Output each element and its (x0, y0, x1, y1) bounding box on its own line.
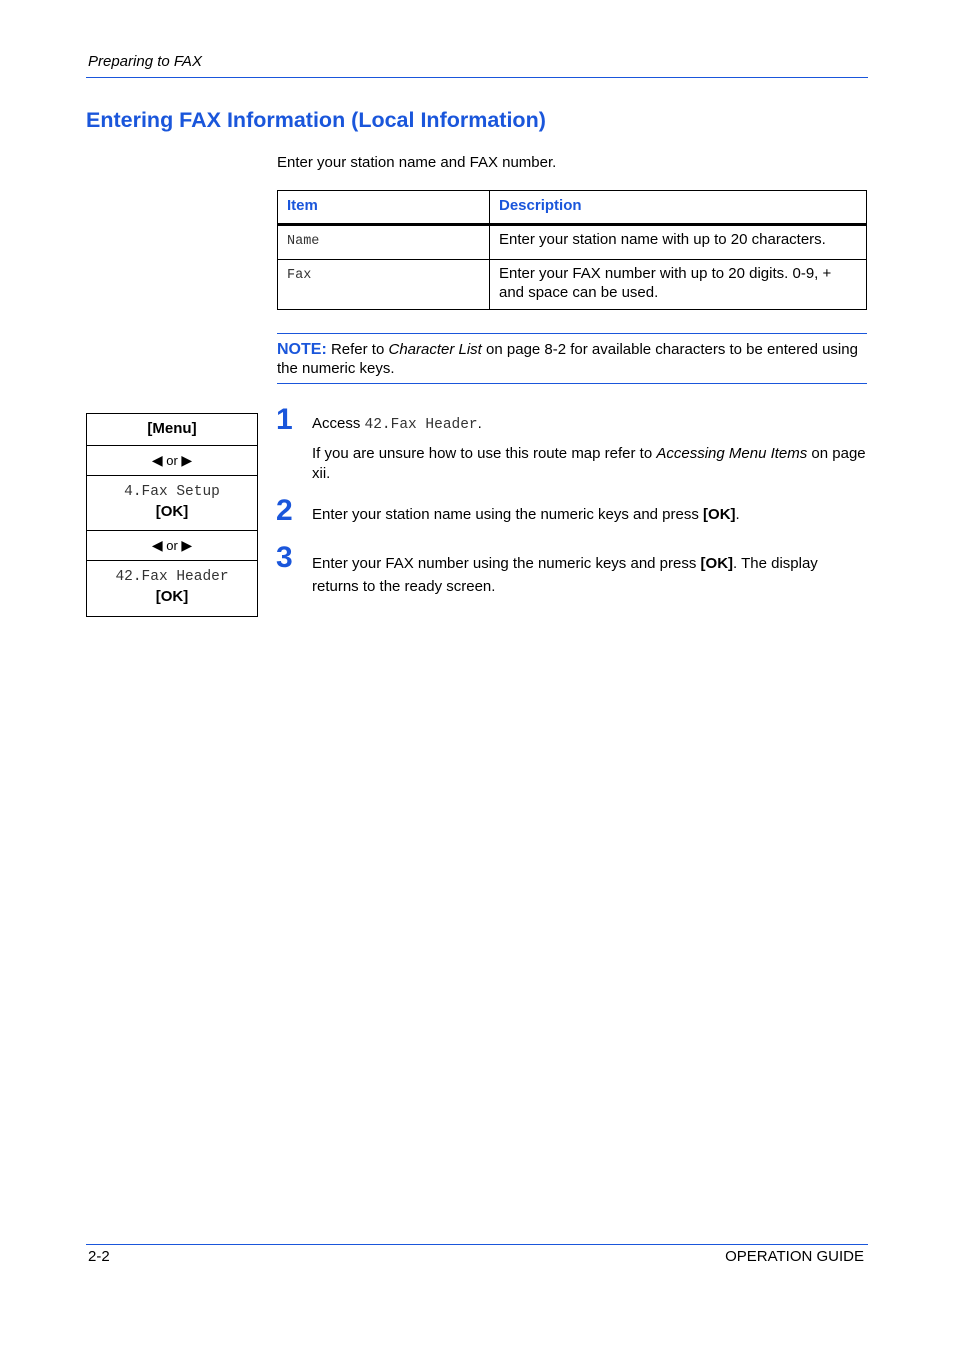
step-3-before: Enter your FAX number using the numeric keys and press (312, 555, 701, 572)
step-1-prefix: Access (312, 415, 365, 432)
info-table (277, 190, 867, 310)
step-3-key: [OK] (700, 555, 734, 572)
step-2-key: [OK] (703, 506, 736, 523)
route-or-label: or (166, 538, 178, 553)
page-title: Entering FAX Information (Local Information) (86, 108, 546, 132)
step-3-after: . The display returns to the ready screen. (312, 555, 818, 595)
step-number-2: 2 (276, 494, 293, 527)
note-label: NOTE: (277, 341, 327, 358)
page-number: 2-2 (88, 1248, 110, 1265)
note-box (277, 333, 867, 384)
guide-title: OPERATION GUIDE (725, 1248, 864, 1265)
left-arrow-icon: ◀ (151, 537, 163, 553)
route-arrow-row (87, 531, 257, 561)
cell-item: Name (278, 225, 490, 260)
note-text-after: on page 8-2 for available characters to be entered using the numeric keys. (277, 341, 858, 377)
step-1-reference: Accessing Menu Items (656, 445, 808, 462)
step-number-1: 1 (276, 403, 293, 436)
intro-text: Enter your station name and FAX number. (277, 154, 557, 171)
right-arrow-icon: ▶ (181, 537, 193, 553)
footer-divider (86, 1244, 868, 1245)
note-text-before: Refer to (326, 341, 389, 358)
route-step-fax-setup (87, 476, 257, 531)
step-2-after: . (735, 506, 740, 523)
step-2-before: Enter your station name using the numeric keys and press (312, 506, 704, 523)
cell-description: Enter your station name with up to 20 characters. (490, 225, 867, 260)
step-3-text (312, 552, 868, 598)
column-header-item: Item (278, 191, 490, 225)
route-display-text: 42.Fax Header (115, 569, 229, 585)
running-header: Preparing to FAX (88, 53, 202, 70)
step-1-text (312, 414, 868, 435)
step-1-code: 42.Fax Header (364, 417, 478, 433)
table-row (278, 260, 867, 310)
column-header-description: Description (490, 191, 867, 225)
route-step-fax-header (87, 561, 257, 616)
step-1-sub-after: on page xii. (312, 445, 866, 482)
cell-description: Enter your FAX number with up to 20 digits. 0-9, + and space can be used. (490, 260, 867, 310)
header-divider (86, 77, 868, 78)
route-ok-key: [OK] (155, 588, 189, 605)
route-menu-key: [Menu] (87, 414, 257, 446)
left-arrow-icon: ◀ (151, 452, 163, 468)
step-number-3: 3 (276, 541, 293, 574)
route-ok-key: [OK] (155, 503, 189, 520)
step-1-sub-before: If you are unsure how to use this route map refer to (312, 445, 657, 462)
route-arrow-row (87, 446, 257, 476)
step-1-subtext (312, 444, 868, 484)
route-display-text: 4.Fax Setup (124, 484, 220, 500)
route-or-label: or (166, 453, 178, 468)
route-map (86, 413, 258, 617)
right-arrow-icon: ▶ (181, 452, 193, 468)
cell-item: Fax (278, 260, 490, 310)
table-header-row (278, 191, 867, 225)
step-1-suffix: . (477, 415, 482, 432)
note-reference: Character List (388, 341, 482, 358)
step-2-text (312, 505, 868, 525)
table-row (278, 225, 867, 260)
